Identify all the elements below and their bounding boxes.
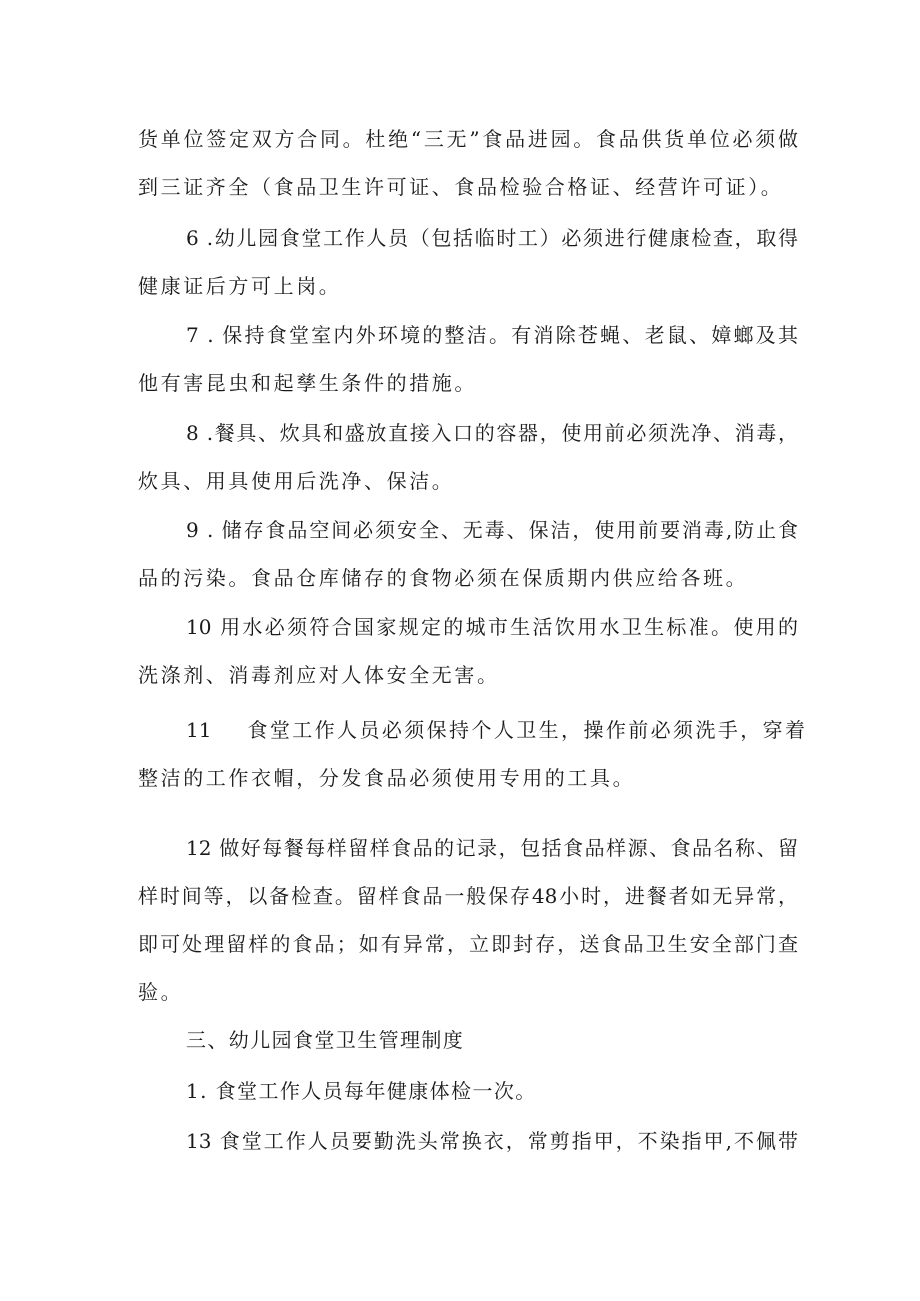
section-heading: 三、幼儿园食堂卫生管理制度 [186,1028,465,1052]
text-line: 整洁的工作衣帽，分发食品必须使用专用的工具。 [138,766,636,790]
text-line: 洗涤剂、消毒剂应对人体安全无害。 [138,663,500,687]
text-line: 9 . 储存食品空间必须安全、无毒、保洁，使用前要消毒,防止食 [186,518,798,542]
text-line: 炊具、用具使用后洗净、保洁。 [138,469,455,493]
text-line: 7 . 保持食堂室内外环境的整洁。有消除苍蝇、老鼠、嫜螂及其 [186,323,798,347]
text-line: 12 做好每餐每样留样食品的记录，包括食品样源、食品名称、留 [186,836,798,860]
text-line: 品的污染。食品仓库储存的食物必须在保质期内供应给各班。 [138,566,749,590]
text-line: 10 用水必须符合国家规定的城市生活饮用水卫生标准。使用的 [186,615,798,639]
text-line: 8 .餐具、炊具和盛放直接入口的容器，使用前必须洗净、消毒， [186,421,798,445]
text-line: 健康证后方可上岗。 [138,274,342,298]
text-line: 验。 [138,980,184,1004]
text-segment: 食堂工作人员必须保持个人卫生，操作前必须洗手，穿着 [247,718,808,742]
text-line [186,716,808,744]
text-line: 1. 食堂工作人员每年健康体检一次。 [186,1079,537,1103]
item-number: 11 [186,718,212,742]
text-line: 到三证齐全（食品卫生许可证、食品检验合格证、经营许可证）。 [138,175,784,199]
text-line: 货单位签定双方合同。杜绝“三无”食品进园。食品供货单位必须做 [138,127,798,151]
text-line: 即可处理留样的食品；如有异常，立即封存，送食品卫生安全部门查 [138,932,798,956]
text-line: 13 食堂工作人员要勤洗头常换衣，常剪指甲，不染指甲,不佩带 [186,1129,798,1153]
text-line: 样时间等，以备检查。留样食品一般保存48小时，进餐者如无异常， [138,884,798,908]
text-line: 6 .幼儿园食堂工作人员（包括临时工）必须进行健康检查，取得 [186,226,798,250]
text-line: 他有害昆虫和起孳生条件的措施。 [138,371,477,395]
